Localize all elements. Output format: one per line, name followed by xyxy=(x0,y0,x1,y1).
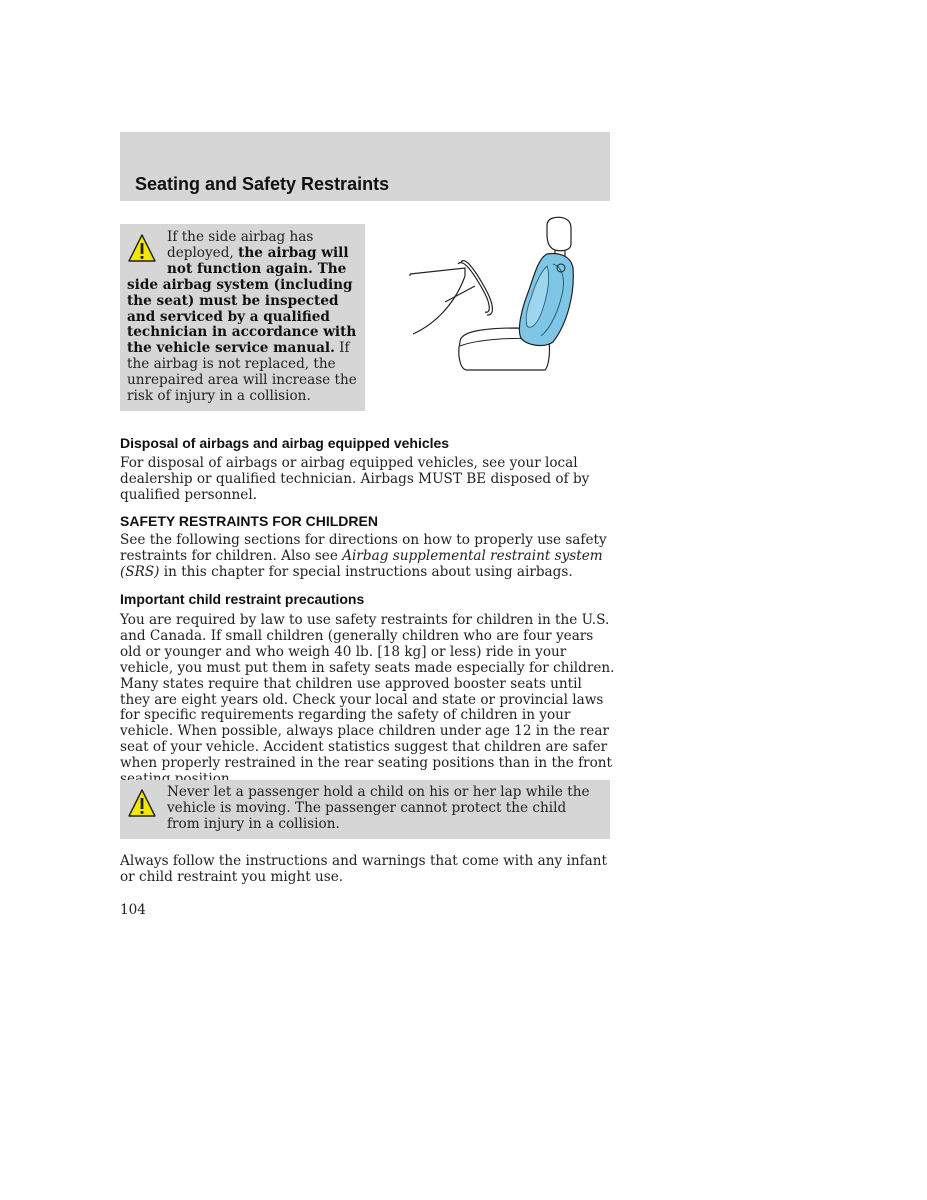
srs-reference: Airbag supplemental restraint system (SRS) xyxy=(120,547,603,580)
children-heading: SAFETY RESTRAINTS FOR CHILDREN xyxy=(120,513,378,529)
children-body-end: in this chapter for special instructions about using airbags. xyxy=(159,563,573,580)
section-header-band xyxy=(120,132,610,201)
precautions-body: You are required by law to use safety restraints for children in the U.S. and Canada. If small children (generally children who are four years old or younger and who weigh 40 lb. [18 kg] or less) ride in your vehicle, you must put them in safety seats made especially for children. Many states require that children use approved booster seats until they are eight years old. Check your local and state or provincial laws for specific requirements regarding the safety of children in your vehicle. When possible, always place children under age 12 in the rear seat of your vehicle. Accident statistics suggest that children are safer when properly restrained in the rear seating positions than in the front xyxy=(120,612,615,772)
page-number: 104 xyxy=(120,902,146,918)
disposal-heading: Disposal of airbags and airbag equipped vehicles xyxy=(120,435,450,451)
children-body xyxy=(120,533,615,581)
precautions-heading: Important child restraint precautions xyxy=(120,591,365,607)
warning-intro-text: If the side airbag has deployed, xyxy=(167,229,314,261)
warning-triangle-icon xyxy=(127,788,157,820)
warning-rest-text: If the airbag is not replaced, the unrepaired area will increase the risk of injury in a collision. xyxy=(127,340,357,405)
warning-triangle-icon xyxy=(127,233,157,265)
lap-child-warning-box xyxy=(120,780,610,839)
children-body-start: See the following sections for directions on how to properly use safety restraints for children. Also see xyxy=(120,532,607,564)
lap-child-warning-text: Never let a passenger hold a child on his or her lap while the vehicle is moving. The passenger cannot protect the child from injury in a collision. xyxy=(167,784,590,832)
closing-body: Always follow the instructions and warnings that come with any infant or child restraint you might use. xyxy=(120,853,607,885)
disposal-body: For disposal of airbags or airbag equipped vehicles, see your local dealership or qualified technician. Airbags MUST BE disposed of by qualified personnel. xyxy=(120,455,590,503)
warning-bold-text: the airbag will not function again. The side airbag system (including the seat) must be inspected and serviced by a qualified technician in accordance with the vehicle service manual. xyxy=(127,244,357,357)
section-title: Seating and Safety Restraints xyxy=(135,174,390,194)
side-airbag-warning-box xyxy=(120,224,365,411)
seat-airbag-icon xyxy=(405,214,585,376)
